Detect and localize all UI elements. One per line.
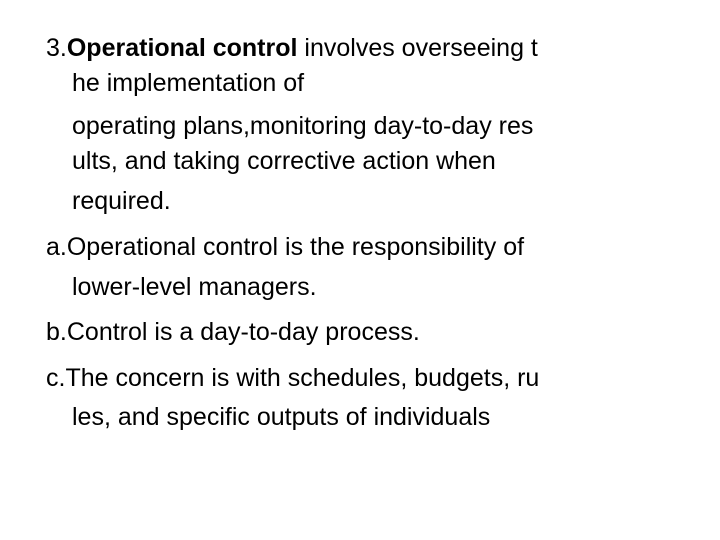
list-item-3-line-5: required. <box>72 187 171 215</box>
list-item-c-line-1 <box>46 363 539 393</box>
list-marker: 3. <box>46 34 67 62</box>
list-item-3-line-1 <box>46 33 538 63</box>
list-item-text: involves overseeing t <box>297 34 538 62</box>
list-marker: b. <box>46 318 67 346</box>
list-item-text: Operational control is the responsibility of <box>66 233 525 261</box>
bold-term: Operational control <box>66 34 298 62</box>
list-item-c-line-2: les, and specific outputs of individuals <box>72 403 491 431</box>
list-item-3-line-3: operating plans,monitoring day-to-day res <box>72 112 534 140</box>
list-item-a-line-2: lower-level managers. <box>72 273 317 301</box>
list-item-a-line-1 <box>46 232 524 262</box>
list-item-3-line-2: he implementation of <box>72 69 305 97</box>
list-item-text: The concern is with schedules, budgets, ru <box>65 364 540 392</box>
list-item-3-line-4: ults, and taking corrective action when <box>72 147 496 175</box>
list-marker: a. <box>46 233 67 261</box>
list-item-b-line-1 <box>46 317 420 347</box>
list-marker: c. <box>46 364 66 392</box>
list-item-text: Control is a day-to-day process. <box>66 318 420 346</box>
